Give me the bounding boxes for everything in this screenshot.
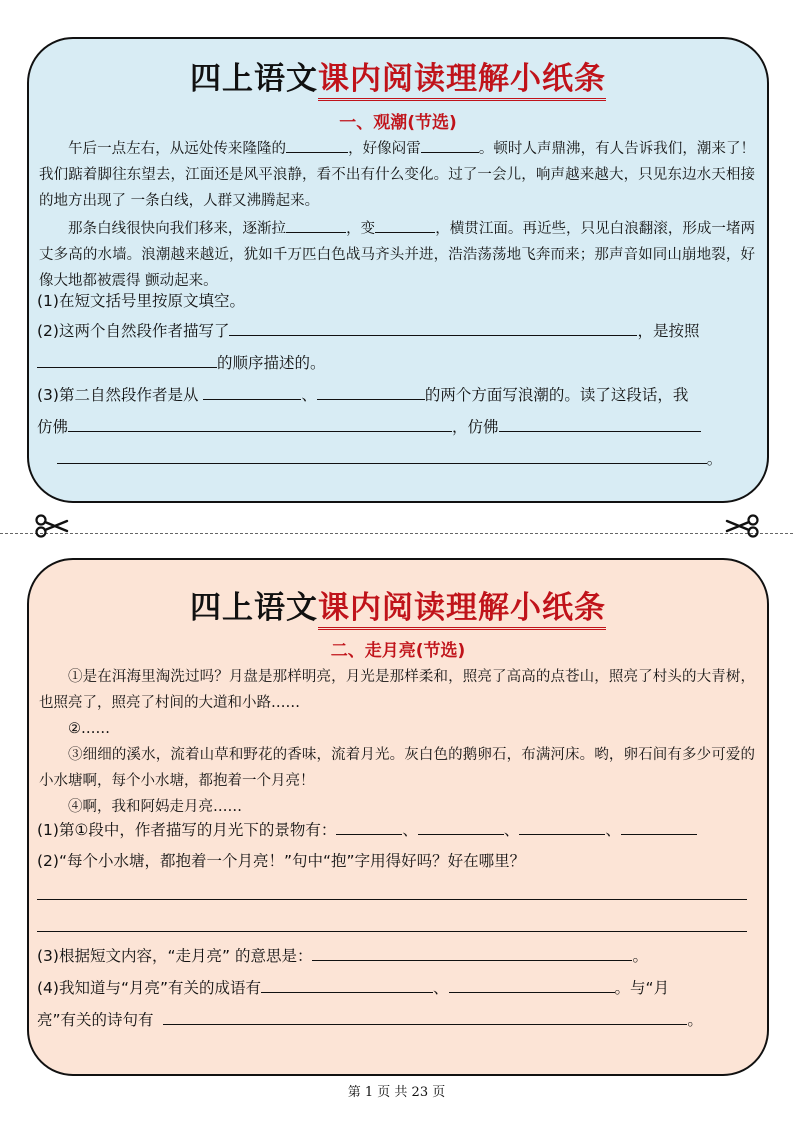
scissors-icon: [724, 514, 760, 538]
section-subtitle: 二、走月亮(节选): [330, 641, 466, 661]
title-grade-subject: 四上语文: [190, 590, 318, 626]
answer-line[interactable]: [37, 930, 747, 932]
scissors-icon: [34, 514, 70, 538]
card-title: [29, 53, 767, 98]
passage-paragraph: ②……: [68, 721, 110, 737]
section-subtitle: 一、观潮(节选): [339, 113, 457, 133]
answer-blank[interactable]: [418, 816, 504, 835]
cut-line: [0, 533, 793, 534]
title-topic: 课内阅读理解小纸条: [318, 590, 606, 630]
answer-blank[interactable]: [621, 816, 697, 835]
question-2: (2)“每个小水塘，都抱着一个月亮！”句中“抱”字用得好吗？好在哪里？: [37, 852, 526, 870]
reading-passage: [39, 664, 755, 820]
fill-blank[interactable]: [421, 134, 479, 153]
answer-blank[interactable]: [163, 1006, 687, 1025]
title-grade-subject: 四上语文: [190, 61, 318, 97]
passage-paragraph: 那条白线很快向我们移来，逐渐拉 ，变 ，横贯江面。再近些，只见白浪翻滚，形成一堵两丈多高的水墙。浪潮越来越近，犹如千万匹白色战马齐头并进，浩浩荡荡地飞奔而来；那声音如同山崩地裂，好像大地都被震得 颤动起来。: [39, 214, 755, 294]
answer-lines: [37, 882, 755, 932]
question-1: (1)在短文括号里按原文填空。: [37, 292, 245, 310]
reading-card-guanchao: [27, 37, 769, 503]
question-3: (3)第二自然段作者是从 、 的两个方面写浪潮的。读了这段话，我 仿佛 ，仿佛 。: [37, 379, 755, 475]
fill-blank[interactable]: [286, 214, 346, 233]
answer-blank[interactable]: [229, 317, 637, 336]
fill-blank[interactable]: [286, 134, 348, 153]
question-2: (2)这两个自然段作者描写了 ，是按照 的顺序描述的。: [37, 315, 755, 379]
answer-blank[interactable]: [312, 942, 632, 961]
passage-paragraph: ④啊，我和阿妈走月亮……: [68, 799, 242, 815]
answer-blank[interactable]: [449, 974, 615, 993]
question-1: (1)第①段中，作者描写的月光下的景物有： 、 、 、: [37, 814, 755, 846]
reading-card-zouyueliang: [27, 558, 769, 1076]
title-topic: 课内阅读理解小纸条: [318, 61, 606, 101]
passage-paragraph: 午后一点左右，从远处传来隆隆的 ，好像闷雷 。顿时人声鼎沸，有人告诉我们，潮来了！我们踮着脚往东望去，江面还是风平浪静，看不出有什么变化。过了一会儿，响声越来越大，只见东边水天相接的地方出现了 一条白线，人群又沸腾起来。: [39, 134, 755, 214]
question-4: (4)我知道与“月亮”有关的成语有 、 。与“月 亮”有关的诗句有 。: [37, 972, 755, 1036]
answer-blank[interactable]: [499, 413, 701, 432]
passage-paragraph: ①是在洱海里淘洗过吗？月盘是那样明亮，月光是那样柔和，照亮了高高的点苍山，照亮了村头的大青树，也照亮了，照亮了村间的大道和小路……: [39, 669, 755, 711]
answer-blank[interactable]: [519, 816, 605, 835]
card-title: [29, 582, 767, 627]
answer-blank[interactable]: [68, 413, 452, 432]
page-footer: 第 1 页 共 23 页: [347, 1085, 446, 1100]
answer-blank[interactable]: [37, 349, 217, 368]
fill-blank[interactable]: [375, 214, 435, 233]
answer-line[interactable]: [37, 898, 747, 900]
answer-blank[interactable]: [57, 445, 707, 464]
answer-blank[interactable]: [261, 974, 433, 993]
question-3: (3)根据短文内容，“走月亮” 的意思是： 。: [37, 940, 755, 972]
answer-blank[interactable]: [203, 381, 301, 400]
answer-blank[interactable]: [336, 816, 402, 835]
reading-passage: [39, 134, 755, 294]
answer-blank[interactable]: [317, 381, 425, 400]
passage-paragraph: ③细细的溪水，流着山草和野花的香味，流着月光。灰白色的鹅卵石，布满河床。哟，卵石间有多少可爱的小水塘啊，每个小水塘，都抱着一个月亮！: [39, 747, 755, 789]
